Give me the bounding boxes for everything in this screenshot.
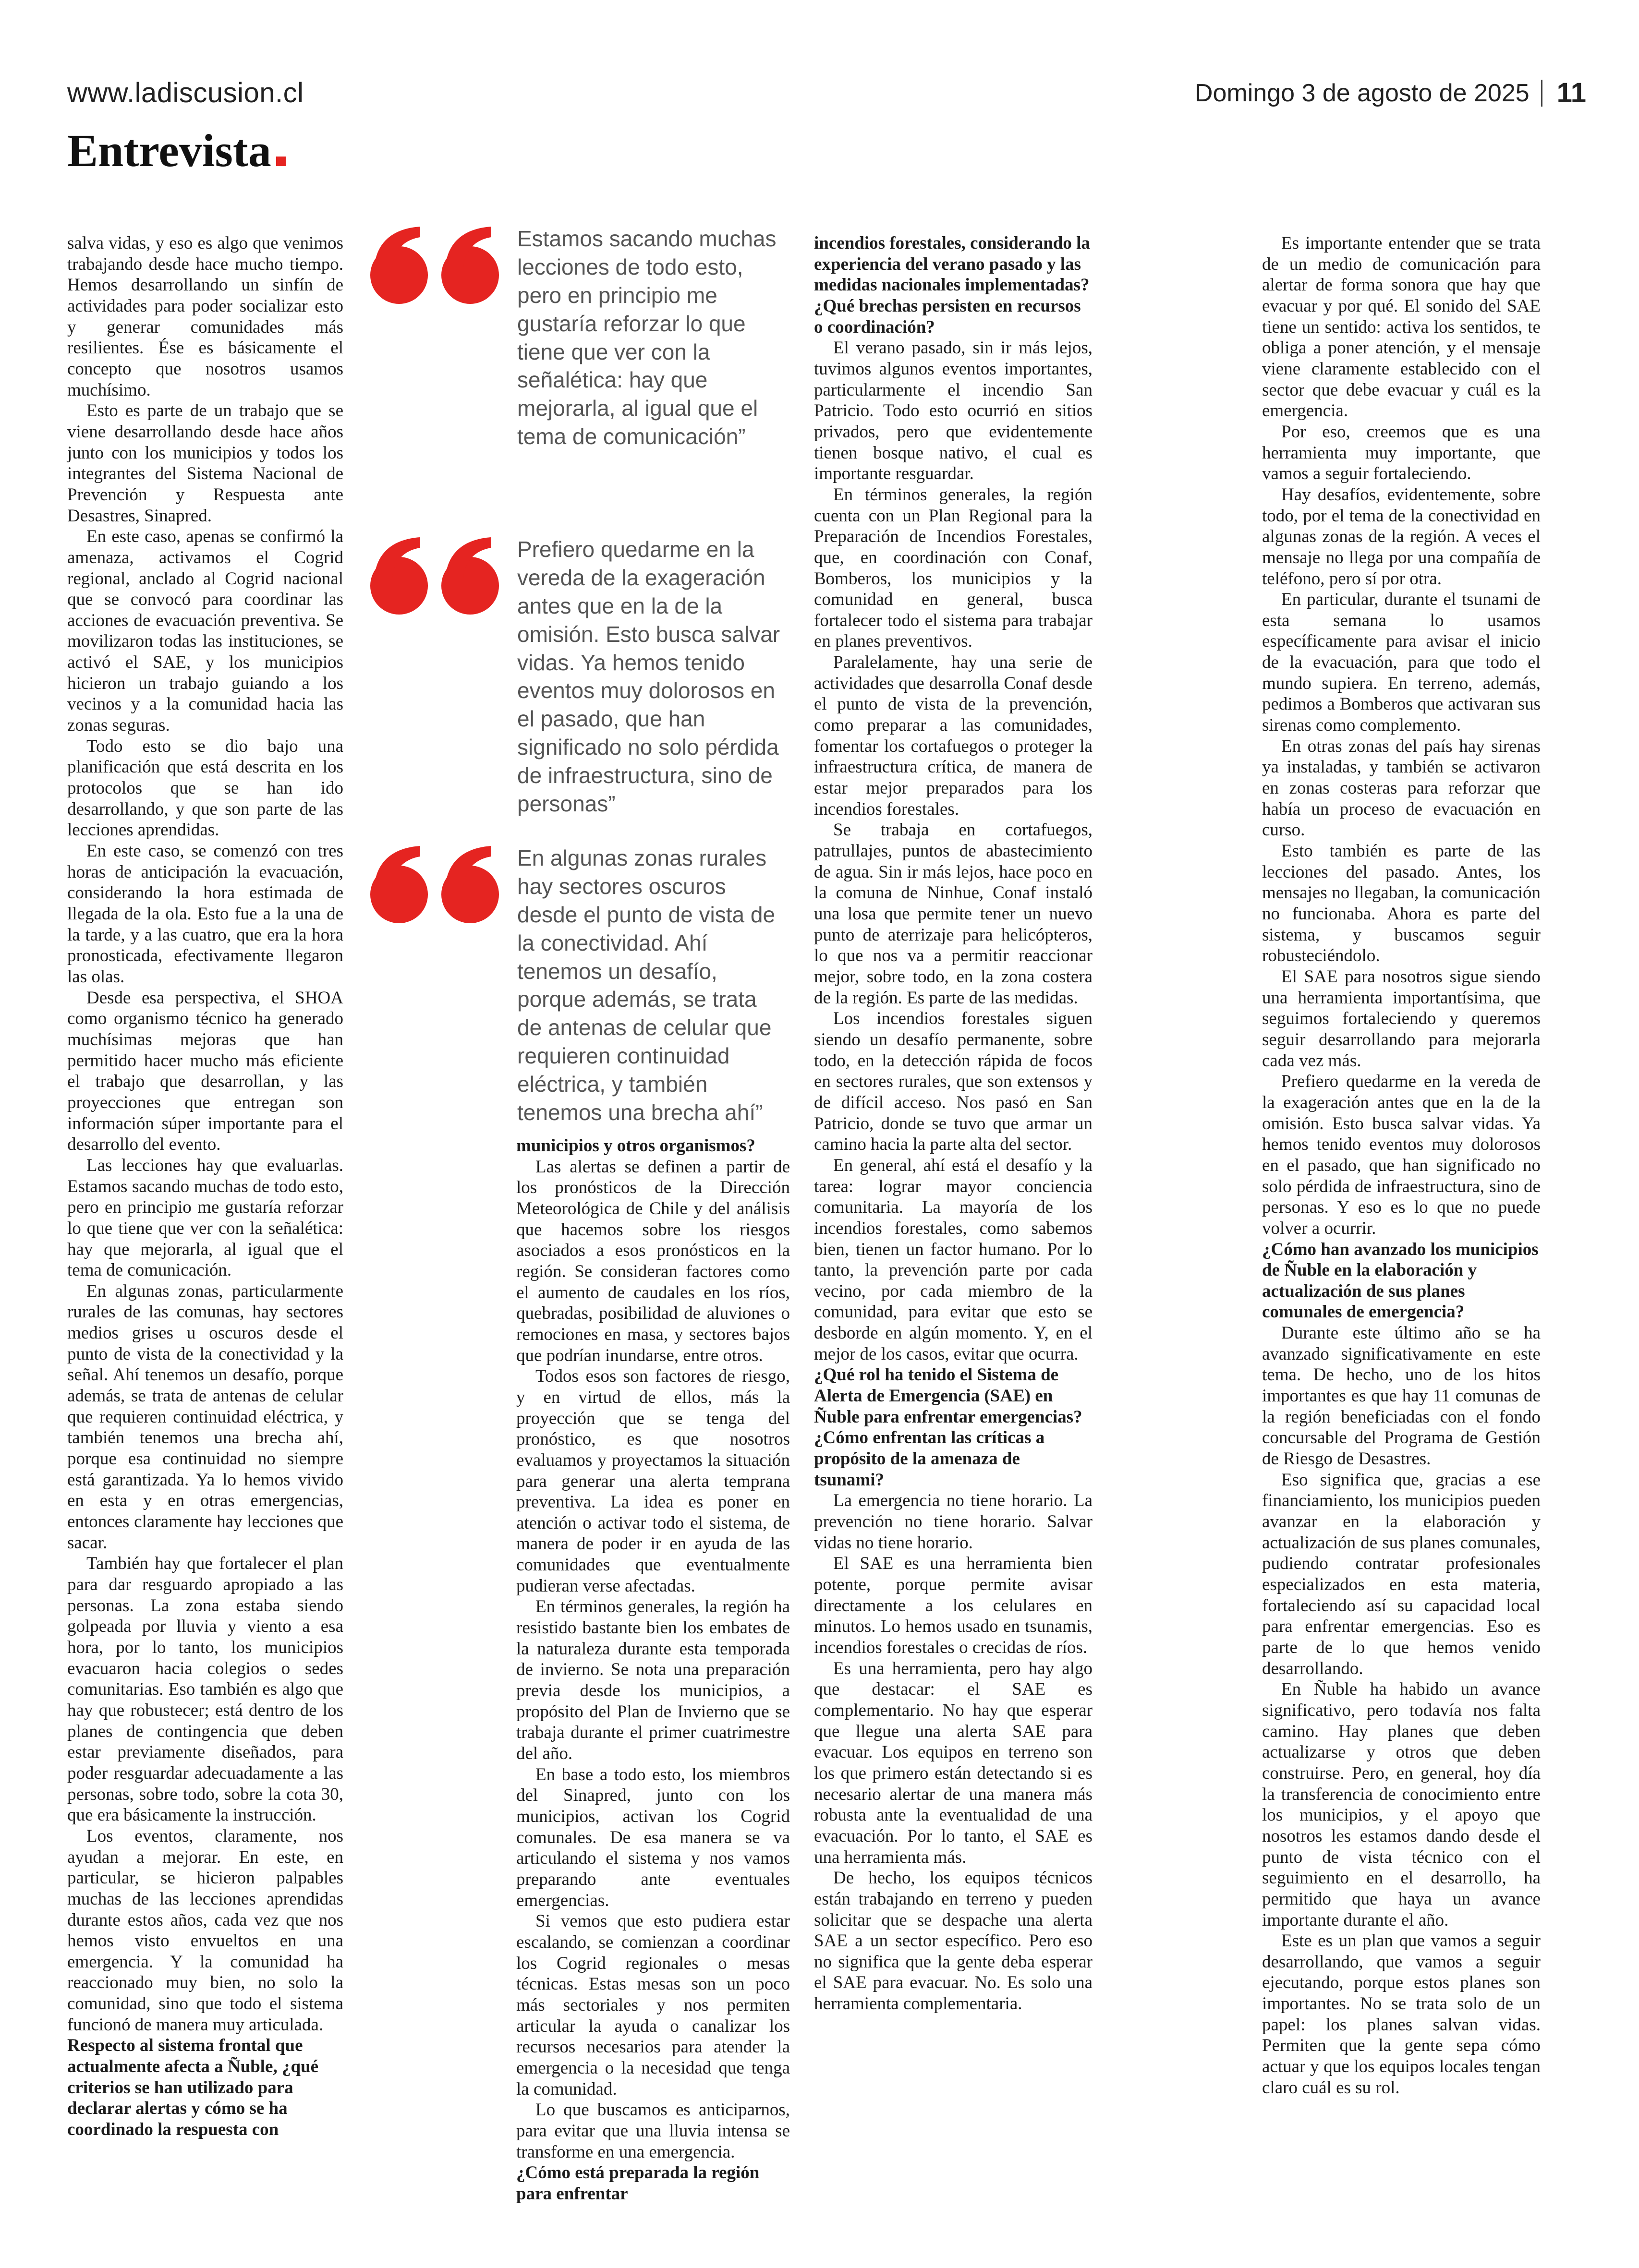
site-url[interactable]: www.ladiscusion.cl bbox=[67, 77, 304, 109]
article-column-4 bbox=[1262, 233, 1541, 2098]
article-paragraph: Este es un plan que vamos a seguir desarrollando, que vamos a seguir ejecutando, porque estos planes son importantes. No se trata solo de un papel: los planes salvan vidas. Permiten que la gente sepa cómo actuar y que los equipos locales tengan claro cuál es su rol. bbox=[1262, 1931, 1541, 2098]
article-paragraph: En particular, durante el tsunami de esta semana lo usamos específicamente para avisar el inicio de la evacuación, para que todo el mundo supiera. En terreno, además, pedimos a Bomberos que activaran sus sirenas como complemento. bbox=[1262, 590, 1541, 736]
quote-mark-icon bbox=[367, 844, 507, 926]
article-paragraph: Esto también es parte de las lecciones del pasado. Antes, los mensajes no llegaban, la comunicación no funcionaba. Ahora es parte del sistema, y buscamos seguir robusteciéndolo. bbox=[1262, 841, 1541, 966]
article-paragraph: En este caso, apenas se confirmó la amenaza, activamos el Cogrid regional, anclado al Cogrid nacional que se convocó para coordinar las acciones de evacuación preventiva. Se movilizaron todas las instituciones, se activó el SAE, y los municipios hicieron un trabajo guiando a los vecinos y a la comunidad hacia las zonas seguras. bbox=[67, 527, 343, 736]
article-paragraph: También hay que fortalecer el plan para dar resguardo apropiado a las personas. La zona estaba siendo golpeada por lluvia y viento a esa hora, por lo tanto, los municipios evacuaron hacia colegios o sedes comunitarias. Eso también es algo que hay que robustecer; está dentro de los planes de contingencia que deben estar previamente diseñados, para poder resguardar adecuadamente a las personas, sobre todo, sobre la cota 30, que era básicamente la instrucción. bbox=[67, 1554, 343, 1825]
issue-date: Domingo 3 de agosto de 2025 bbox=[1194, 79, 1530, 107]
interview-question: ¿Cómo está preparada la región para enfrentar bbox=[516, 2163, 760, 2204]
quote-mark-icon bbox=[367, 225, 507, 306]
article-paragraph: El SAE para nosotros sigue siendo una herramienta importantísima, que seguimos fortaleciendo y queremos seguir desarrollando para mejorarla cada vez más. bbox=[1262, 966, 1541, 1071]
article-paragraph: Durante este último año se ha avanzado significativamente en este tema. De hecho, uno de los hitos importantes es que hay 11 comunas de la región beneficiadas con el fondo concursable del Programa de Gestión de Riesgo de Desastres. bbox=[1262, 1323, 1541, 1469]
article-paragraph: En base a todo esto, los miembros del Sinapred, junto con los municipios, activan los Cogrid comunales. De esa manera se va articulando el sistema y nos vamos preparando ante eventuales emergencias. bbox=[516, 1764, 790, 1910]
article-paragraph: En algunas zonas, particularmente rurales de las comunas, hay sectores medios grises u oscuros desde el punto de vista de la conectividad y la señal. Ahí tenemos un desafío, porque además, se trata de antenas de celular que requieren continuidad eléctrica, y también tenemos una brecha ahí, porque esa continuidad no siempre está garantizada. Ya lo hemos vivido en esta y en otras emergencias, entonces claramente hay lecciones que sacar. bbox=[67, 1281, 343, 1553]
article-paragraph: Si vemos que esto pudiera estar escalando, se comienzan a coordinar los Cogrid regionales o mesas técnicas. Estas mesas son un poco más sectoriales y nos permiten articular la ayuda o canalizar los recursos necesarios para atender la emergencia o la necesidad que tenga la comunidad. bbox=[516, 1911, 790, 2099]
article-paragraph: Eso significa que, gracias a ese financiamiento, los municipios pueden avanzar en la elaboración y actualización de sus planes comunales, pudiendo contratar profesionales especializados en esta materia, fortaleciendo así su capacidad local para enfrentar emergencias. Eso es parte de lo que hemos venido desarrollando. bbox=[1262, 1470, 1541, 1678]
article-paragraph: Se trabaja en cortafuegos, patrullajes, puntos de abastecimiento de agua. Sin ir más lejos, hace poco en la comuna de Ninhue, Conaf instaló una losa que permite tener un nuevo punto de aterrizaje para helicópteros, lo que nos va a permitir reaccionar mejor, sobre todo, en la zona costera de la región. Es parte de las medidas. bbox=[814, 820, 1093, 1008]
header-divider bbox=[1541, 80, 1542, 107]
section-accent-square bbox=[276, 157, 286, 166]
quote-mark-icon bbox=[367, 535, 507, 617]
article-paragraph: En este caso, se comenzó con tres horas de anticipación la evacuación, considerando la hora estimada de llegada de la ola. Esto fue a la una de la tarde, y a las cuatro, que era la hora pronosticada, efectivamente llegaron las olas. bbox=[67, 841, 343, 987]
page-number: 11 bbox=[1556, 77, 1586, 109]
article-paragraph: Esto es parte de un trabajo que se viene desarrollando desde hace años junto con los municipios y todos los integrantes del Sistema Nacional de Prevención y Respuesta ante Desastres, Sinapred. bbox=[67, 401, 343, 526]
article-paragraph: Paralelamente, hay una serie de actividades que desarrolla Conaf desde el punto de vista de la prevención, como preparar a las comunidades, fomentar los cortafuegos o proteger la infraestructura crítica, de manera de estar mejor preparados para los incendios forestales. bbox=[814, 652, 1093, 819]
article-paragraph: En términos generales, la región ha resistido bastante bien los embates de la naturaleza durante esta temporada de invierno. Se nota una preparación previa desde los municipios, a propósito del Plan de Invierno que se trabaja durante el primer cuatrimestre del año. bbox=[516, 1597, 790, 1764]
article-paragraph: En Ñuble ha habido un avance significativo, pero todavía nos falta camino. Hay planes que deben actualizarse y otros que deben construirse. Pero, en general, hoy día la transferencia de conocimiento entre los municipios, y el apoyo que nosotros les estamos dando desde el punto de vista técnico con el seguimiento en el desarrollo, ha permitido que haya un avance importante durante el año. bbox=[1262, 1679, 1541, 1930]
article-paragraph: En otras zonas del país hay sirenas ya instaladas, y también se activaron en zonas costeras para reforzar que había un proceso de evacuación en curso. bbox=[1262, 736, 1541, 840]
article-paragraph: Desde esa perspectiva, el SHOA como organismo técnico ha generado muchísimas mejoras que han permitido hacer mucho más eficiente el trabajo que desarrollan, y las proyecciones que entregan son información súper importante para el desarrollo del evento. bbox=[67, 988, 343, 1155]
article-paragraph: Los eventos, claramente, nos ayudan a mejorar. En este, en particular, se hicieron palpables muchas de las lecciones aprendidas durante estos años, cada vez que nos hemos visto envueltos en una emergencia. Y la comunidad ha reaccionado muy bien, no solo la comunidad, sino que todo el sistema funcionó de manera muy articulada. bbox=[67, 1826, 343, 2035]
article-column-2 bbox=[516, 1135, 790, 2204]
article-paragraph: El SAE es una herramienta bien potente, porque permite avisar directamente a los celulares en minutos. Lo hemos usado en tsunamis, incendios forestales o crecidas de ríos. bbox=[814, 1554, 1093, 1657]
article-paragraph: El verano pasado, sin ir más lejos, tuvimos algunos eventos importantes, particularmente el incendio San Patricio. Todo esto ocurrió en sitios privados, pero que evidentemente tienen bosque nativo, el cual es importante resguardar. bbox=[814, 338, 1093, 484]
article-paragraph: Hay desafíos, evidentemente, sobre todo, por el tema de la conectividad en algunas zonas de la región. A veces el mensaje no llega por una compañía de teléfono, pero sí por otra. bbox=[1262, 484, 1541, 589]
article-paragraph: Es importante entender que se trata de un medio de comunicación para alertar de forma sonora que hay que evacuar y por qué. El sonido del SAE tiene un sentido: activa los sentidos, te obliga a poner atención, y el mensaje viene claramente establecido con el sector que debe evacuar y cuál es la emergencia. bbox=[1262, 233, 1541, 421]
section-label: Entrevista bbox=[67, 125, 271, 176]
interview-question: ¿Cómo han avanzado los municipios de Ñuble en la elaboración y actualización de sus planes comunales de emergencia? bbox=[1262, 1239, 1539, 1322]
article-paragraph: Por eso, creemos que es una herramienta muy importante, que vamos a seguir fortaleciendo. bbox=[1262, 422, 1541, 484]
header-date-block bbox=[1195, 77, 1586, 109]
pullquote-text: En algunas zonas rurales hay sectores oscuros desde el punto de vista de la conectividad. Ahí tenemos un desafío, porque además, se trata de antenas de celular que requieren continuidad eléctrica, y también tenemos una brecha ahí” bbox=[517, 845, 776, 1125]
pullquote-text: Estamos sacando muchas lecciones de todo esto, pero en principio me gustaría reforzar lo que tiene que ver con la señalética: hay que mejorarla, al igual que el tema de comunicación” bbox=[517, 226, 777, 449]
interview-question: municipios y otros organismos? bbox=[516, 1136, 755, 1156]
article-column-3 bbox=[814, 233, 1093, 2015]
article-paragraph: Todo esto se dio bajo una planificación que está descrita en los protocolos que se han ido desarrollando, y que son parte de las lecciones aprendidas. bbox=[67, 736, 343, 840]
article-paragraph: salva vidas, y eso es algo que venimos trabajando desde hace mucho tiempo. Hemos desarrollando un sinfín de actividades para poder socializar esto y generar comunidades más resilientes. Ése es básicamente el concepto que nosotros usamos muchísimo. bbox=[67, 233, 343, 400]
article-paragraph: Es una herramienta, pero hay algo que destacar: el SAE es complementario. No hay que esperar que llegue una alerta SAE para evacuar. Los equipos en terreno son los que primero están detectando si es necesario alertar de una manera más robusta ante la eventualidad de una evacuación. Por lo tanto, el SAE es una herramienta más. bbox=[814, 1658, 1093, 1867]
interview-question: incendios forestales, considerando la experiencia del verano pasado y las medidas nacionales implementadas? ¿Qué brechas persisten en recursos o coordinación? bbox=[814, 233, 1090, 337]
article-paragraph: Las alertas se definen a partir de los pronósticos de la Dirección Meteorológica de Chile y del análisis que hacemos sobre los riesgos asociados a esos pronósticos en la región. Se consideran factores como el aumento de caudales en los ríos, quebradas, posibilidad de aluviones o remociones en masa, y sectores bajos que podrían inundarse, entre otros. bbox=[516, 1157, 790, 1365]
article-paragraph: Los incendios forestales siguen siendo un desafío permanente, sobre todo, en la detección rápida de focos en sectores rurales, que son extensos y de difícil acceso. Nos pasó en San Patricio, donde se tuvo que armar un camino hacia la parte alta del sector. bbox=[814, 1009, 1093, 1155]
article-paragraph: En términos generales, la región cuenta con un Plan Regional para la Preparación de Incendios Forestales, que, en coordinación con Conaf, Bomberos, los municipios y la comunidad en general, busca fortalecer todo el sistema para trabajar en planes preventivos. bbox=[814, 484, 1093, 651]
article-paragraph: Todos esos son factores de riesgo, y en virtud de ellos, más la proyección que se tenga del pronóstico, es que nosotros evaluamos y proyectamos la situación para generar una alerta temprana preventiva. La idea es poner en atención o activar todo el sistema, de manera de poder ir en ayuda de las comunidades que eventualmente pudieran verse afectadas. bbox=[516, 1366, 790, 1596]
article-paragraph: De hecho, los equipos técnicos están trabajando en terreno y pueden solicitar que se despache una alerta SAE a un sector específico. Pero eso no significa que la gente deba esperar el SAE para evacuar. No. Es solo una herramienta complementaria. bbox=[814, 1868, 1093, 2014]
section-title bbox=[67, 124, 286, 177]
article-paragraph: Prefiero quedarme en la vereda de la exageración antes que en la de la omisión. Esto busca salvar vidas. Ya hemos tenido eventos muy dolorosos en el pasado, que han significado no solo pérdida de infraestructura, sino de personas. Y eso es lo que no puede volver a ocurrir. bbox=[1262, 1072, 1541, 1238]
article-paragraph: En general, ahí está el desafío y la tarea: lograr mayor conciencia comunitaria. La mayoría de los incendios forestales, como sabemos bien, tienen un factor humano. Por lo tanto, la prevención parte por cada vecino, por cada miembro de la comunidad, para evitar que esto se desborde en algún momento. Y, en el mejor de los casos, evitar que ocurra. bbox=[814, 1155, 1093, 1364]
interview-question: ¿Qué rol ha tenido el Sistema de Alerta de Emergencia (SAE) en Ñuble para enfrentar emergencias? ¿Cómo enfrentan las críticas a propósito de la amenaza de tsunami? bbox=[814, 1365, 1082, 1490]
pullquote-text: Prefiero quedarme en la vereda de la exageración antes que en la de la omisión. Esto busca salvar vidas. Ya hemos tenido eventos muy dolorosos en el pasado, que han significado no solo pérdida de infraestructura, sino de personas” bbox=[517, 537, 780, 816]
article-paragraph: Lo que buscamos es anticiparnos, para evitar que una lluvia intensa se transforme en una emergencia. bbox=[516, 2100, 790, 2162]
interview-question: Respecto al sistema frontal que actualmente afecta a Ñuble, ¿qué criterios se han utilizado para declarar alertas y cómo se ha coordinado la respuesta con bbox=[67, 2036, 319, 2140]
article-paragraph: La emergencia no tiene horario. La prevención no tiene horario. Salvar vidas no tiene horario. bbox=[814, 1491, 1093, 1553]
article-column-1 bbox=[67, 233, 343, 2140]
article-paragraph: Las lecciones hay que evaluarlas. Estamos sacando muchas de todo esto, pero en principio me gustaría reforzar lo que tiene que ver con la señalética: hay que mejorarla, al igual que el tema de comunicación. bbox=[67, 1155, 343, 1280]
